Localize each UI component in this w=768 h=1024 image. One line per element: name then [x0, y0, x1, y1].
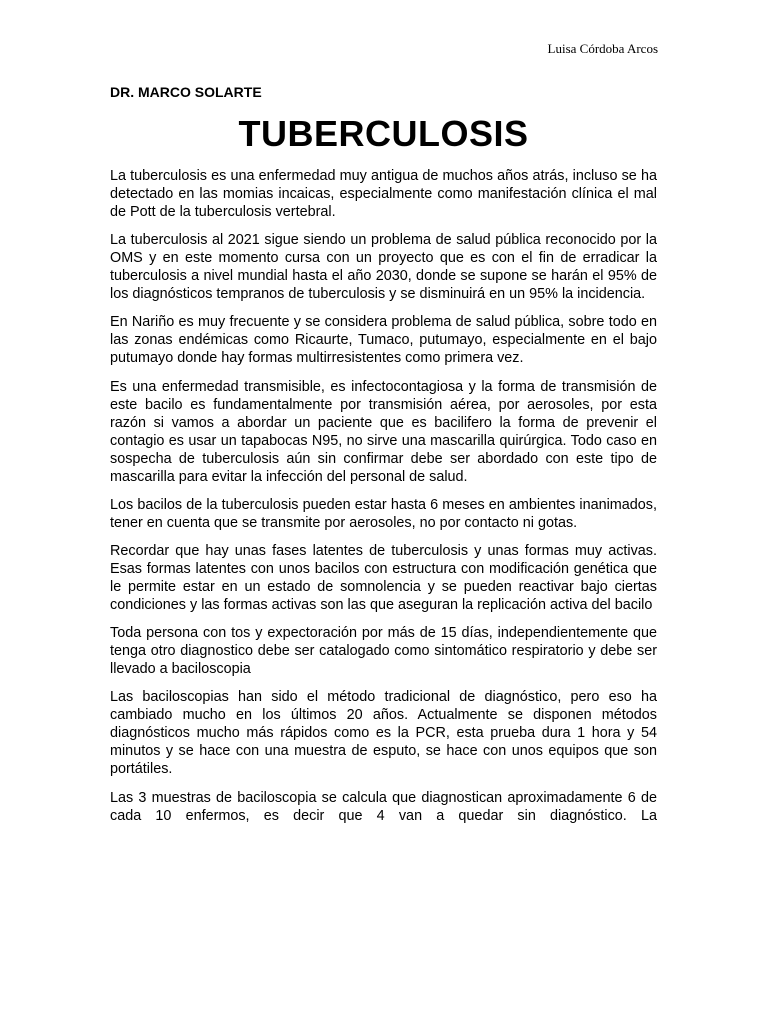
paragraph: La tuberculosis es una enfermedad muy antigua de muchos años atrás, incluso se ha detectado en las momias incaicas, especialmente como manifestación clínica el mal de Pott de la tuberculosis vertebral.	[110, 168, 657, 220]
document-body	[110, 167, 657, 835]
paragraph: Las baciloscopias han sido el método tradicional de diagnóstico, pero eso ha cambiado mucho en los últimos 20 años. Actualmente se disponen métodos diagnósticos mucho más rápidos como es la PCR, esta prueba dura 1 hora y 54 minutos y se hace con una muestra de esputo, se hace con unos equipos que son portátiles.	[110, 689, 657, 778]
header-author: Luisa Córdoba Arcos	[547, 41, 658, 56]
paragraph: La tuberculosis al 2021 sigue siendo un problema de salud pública reconocido por la OMS y en este momento cursa con un proyecto que es con el fin de erradicar la tuberculosis a nivel mundial hasta el año 2030, donde se supone se harán el 95% de los diagnósticos tempranos de tuberculosis y se disminuirá en un 95% la incidencia.	[110, 232, 657, 303]
paragraph: Toda persona con tos y expectoración por más de 15 días, independientemente que tenga otro diagnostico debe ser catalogado como sintomático respiratorio y debe ser llevado a baciloscopia	[110, 625, 657, 678]
paragraph: En Nariño es muy frecuente y se considera problema de salud pública, sobre todo en las zonas endémicas como Ricaurte, Tumaco, putumayo, especialmente en el bajo putumayo donde hay formas multirresistentes como primera vez.	[110, 314, 657, 367]
paragraph: Las 3 muestras de baciloscopia se calcula que diagnostican aproximadamente 6 de cada 10 enfermos, es decir que 4 van a quedar sin diagnóstico. La	[110, 789, 657, 824]
paragraph: Es una enfermedad transmisible, es infectocontagiosa y la forma de transmisión de este bacilo es fundamentalmente por transmisión aérea, por aerosoles, por esta razón si vamos a abordar un paciente que es bacilifero la forma de prevenir el contagio es usar un tapabocas N95, no sirve una mascarilla quirúrgica. Todo caso en sospecha de tuberculosis aún sin confirmar debe ser abordado con este tipo de mascarilla para evitar la infección del personal de salud.	[110, 378, 657, 485]
paragraph: Los bacilos de la tuberculosis pueden estar hasta 6 meses en ambientes inanimados, tener en cuenta que se transmite por aerosoles, no por contacto ni gotas.	[110, 496, 657, 531]
doctor-name: DR. MARCO SOLARTE	[110, 84, 262, 100]
document-title: TUBERCULOSIS	[238, 113, 529, 154]
paragraph: Recordar que hay unas fases latentes de tuberculosis y unas formas muy activas. Esas formas latentes con unos bacilos con estructura con modificación genética que le permite estar en un estado de somnolencia y se pueden reactivar bajo ciertas condiciones y las formas activas son las que aseguran la replicación activa del bacilo	[110, 542, 657, 613]
